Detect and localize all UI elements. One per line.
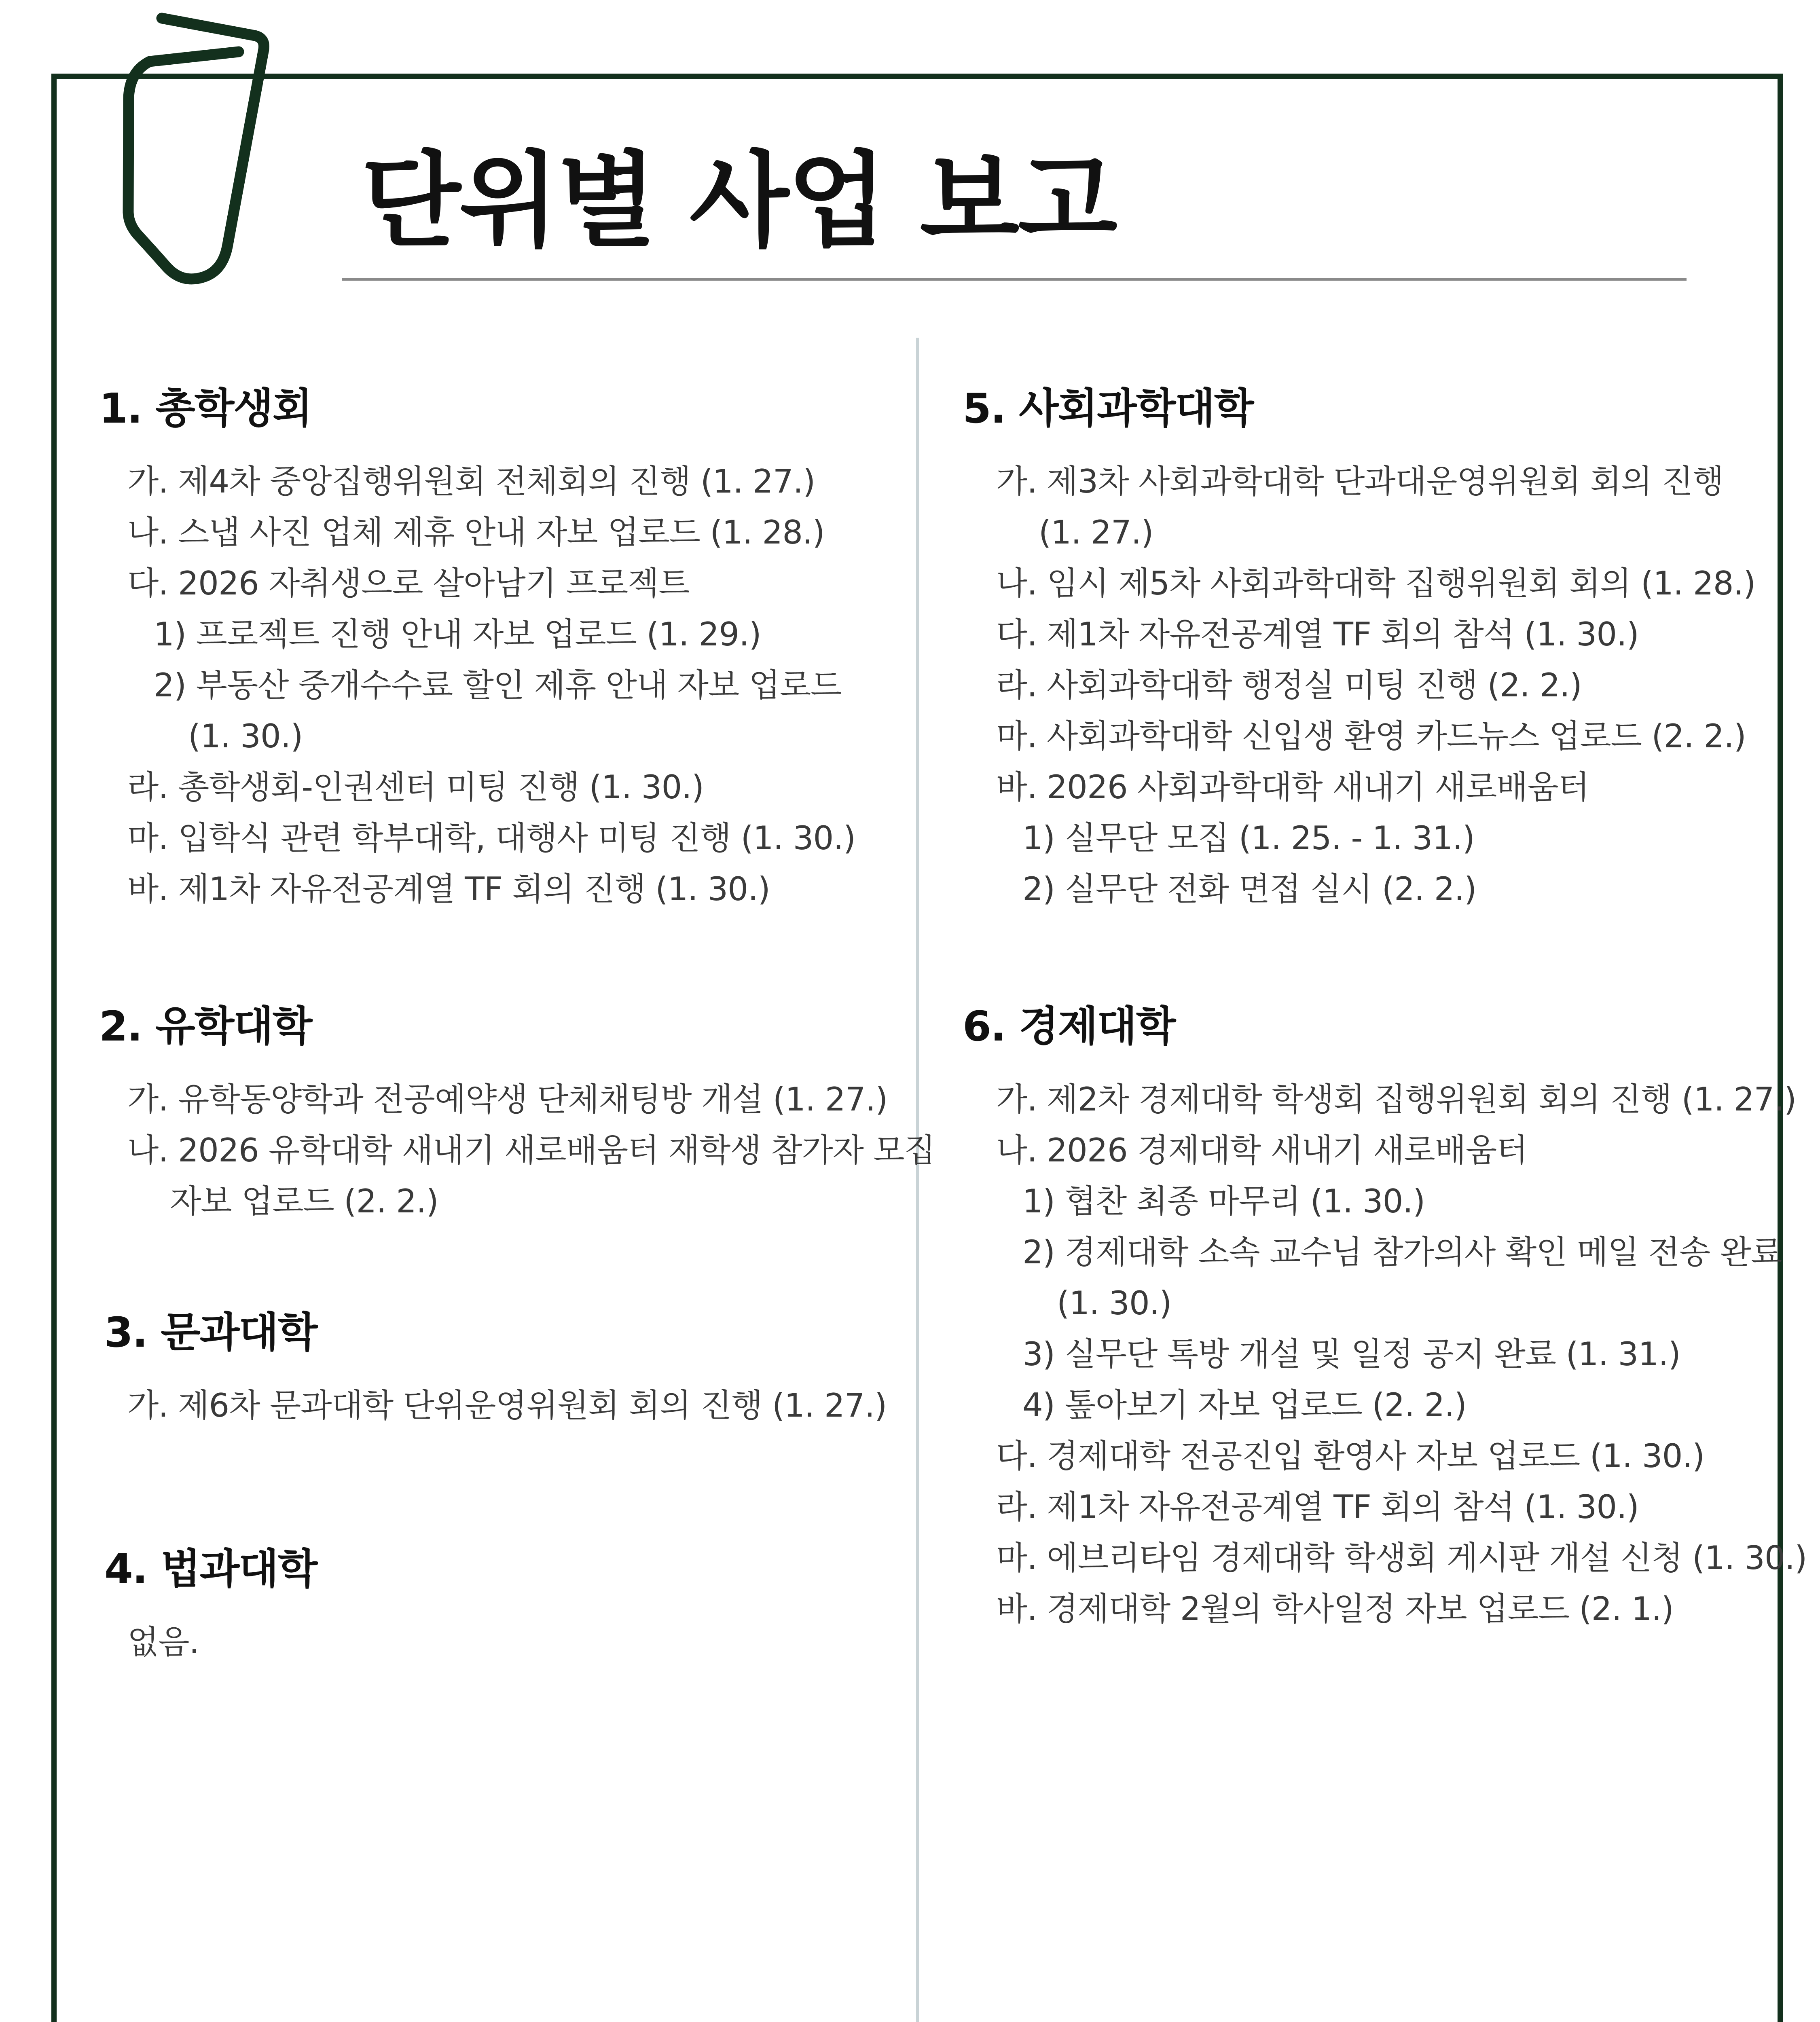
list-item: 1) 프로젝트 진행 안내 자보 업로드 (1. 29.): [154, 615, 761, 653]
list-item: 라. 사회과학대학 행정실 미팅 진행 (2. 2.): [996, 666, 1582, 704]
section-heading: 3. 문과대학: [104, 1309, 317, 1357]
list-item: 4) 톺아보기 자보 업로드 (2. 2.): [1022, 1386, 1467, 1424]
item-list: [996, 1074, 1807, 1635]
section-heading: 6. 경제대학: [963, 1003, 1175, 1051]
section-law: [104, 1545, 317, 1668]
list-item: 2) 부동산 중개수수료 할인 제휴 안내 자보 업로드: [154, 666, 842, 704]
paperclip-icon: [121, 8, 283, 332]
list-item: 1) 실무단 모집 (1. 25. - 1. 31.): [1022, 819, 1475, 857]
item-list: [127, 456, 855, 915]
list-item: 나. 2026 유학대학 새내기 새로배움터 재학생 참가자 모집: [127, 1132, 935, 1169]
list-item: 다. 2026 자취생으로 살아남기 프로젝트: [127, 565, 690, 602]
list-item: 라. 제1차 자유전공계열 TF 회의 참석 (1. 30.): [996, 1488, 1639, 1526]
list-item: 나. 임시 제5차 사회과학대학 집행위원회 회의 (1. 28.): [996, 565, 1756, 602]
list-item: 나. 2026 경제대학 새내기 새로배움터: [996, 1132, 1528, 1169]
item-list: [127, 1617, 317, 1668]
list-item: 마. 입학식 관련 학부대학, 대행사 미팅 진행 (1. 30.): [127, 819, 856, 857]
section-economics: [963, 1003, 1807, 1635]
list-item: (1. 27.): [1039, 514, 1153, 551]
section-student-council: [99, 385, 856, 915]
section-heading: 2. 유학대학: [99, 1003, 312, 1051]
list-item: 가. 제2차 경제대학 학생회 집행위원회 회의 진행 (1. 27.): [996, 1081, 1797, 1118]
list-item: 가. 제6차 문과대학 단위운영위원회 회의 진행 (1. 27.): [127, 1387, 887, 1424]
list-item: 바. 제1차 자유전공계열 TF 회의 진행 (1. 30.): [127, 870, 770, 908]
list-item: 1) 협찬 최종 마무리 (1. 30.): [1022, 1182, 1425, 1220]
list-item: 마. 사회과학대학 신입생 환영 카드뉴스 업로드 (2. 2.): [996, 717, 1746, 755]
list-item: 3) 실무단 톡방 개설 및 일정 공지 완료 (1. 31.): [1022, 1335, 1680, 1373]
list-item: 가. 제3차 사회과학대학 단과대운영위원회 회의 진행: [996, 463, 1724, 500]
section-social-sciences: [963, 385, 1756, 915]
list-item: 2) 경제대학 소속 교수님 참가의사 확인 메일 전송 완료: [1022, 1233, 1782, 1271]
section-heading: 4. 법과대학: [104, 1545, 317, 1593]
list-item: 마. 에브리타임 경제대학 학생회 게시판 개설 신청 (1. 30.): [996, 1539, 1807, 1577]
item-list: [127, 1074, 935, 1227]
list-item: 바. 경제대학 2월의 학사일정 자보 업로드 (2. 1.): [996, 1590, 1674, 1628]
list-item: 다. 제1차 자유전공계열 TF 회의 참석 (1. 30.): [996, 615, 1639, 653]
list-item: (1. 30.): [1057, 1284, 1172, 1322]
section-heading: 1. 총학생회: [99, 385, 312, 433]
list-item: 없음.: [127, 1623, 199, 1661]
list-item: 나. 스냅 사진 업체 제휴 안내 자보 업로드 (1. 28.): [127, 514, 825, 551]
page-title: 단위별 사업 보고: [361, 141, 1116, 261]
list-item: 가. 제4차 중앙집행위원회 전체회의 진행 (1. 27.): [127, 463, 815, 500]
list-item: (1. 30.): [188, 717, 303, 755]
list-item: 바. 2026 사회과학대학 새내기 새로배움터: [996, 768, 1589, 806]
title-underline: [342, 278, 1687, 281]
list-item: 2) 실무단 전화 면접 실시 (2. 2.): [1022, 870, 1477, 908]
section-liberal-arts: [104, 1309, 887, 1431]
list-item: 자보 업로드 (2. 2.): [170, 1182, 438, 1220]
section-confucian-studies: [99, 1003, 935, 1227]
item-list: [127, 1380, 887, 1431]
section-heading: 5. 사회과학대학: [963, 385, 1253, 433]
list-item: 가. 유학동양학과 전공예약생 단체채팅방 개설 (1. 27.): [127, 1081, 888, 1118]
item-list: [996, 456, 1755, 915]
list-item: 라. 총학생회-인권센터 미팅 진행 (1. 30.): [127, 768, 704, 806]
list-item: 다. 경제대학 전공진입 환영사 자보 업로드 (1. 30.): [996, 1437, 1705, 1475]
